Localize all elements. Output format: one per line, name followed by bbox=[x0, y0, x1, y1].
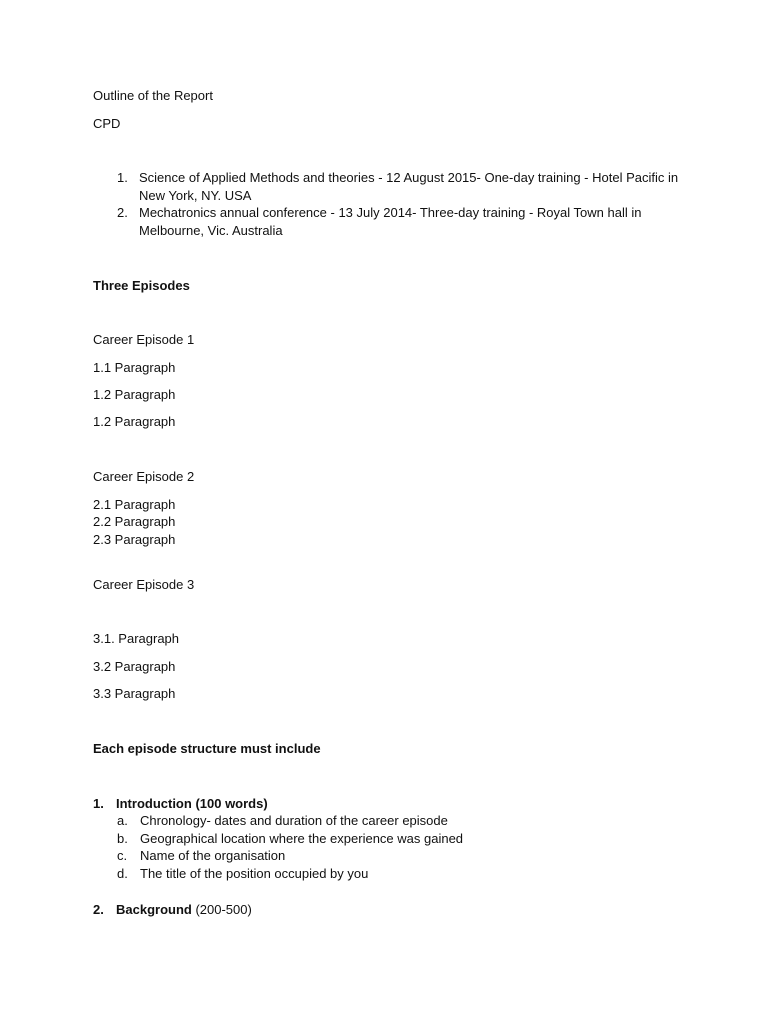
subitem-letter: c. bbox=[117, 848, 128, 863]
paragraph-item: 1.1 Paragraph bbox=[93, 360, 176, 375]
report-heading: Outline of the Report bbox=[93, 88, 213, 103]
cpd-label: CPD bbox=[93, 116, 121, 131]
structure-item-suffix: (200-500) bbox=[191, 902, 252, 917]
structure-item-label: Introduction bbox=[116, 796, 192, 811]
list-number: 1. bbox=[117, 170, 128, 185]
list-text: Science of Applied Methods and theories - 12 August 2015- One-day training - Hotel Pacific in New York, NY. USA bbox=[139, 170, 679, 203]
subitem-text: Geographical location where the experience was gained bbox=[140, 831, 464, 846]
paragraph-item: 1.2 Paragraph bbox=[93, 387, 176, 402]
paragraph-item: 1.2 Paragraph bbox=[93, 414, 176, 429]
paragraph-item: 3.2 Paragraph bbox=[93, 659, 176, 674]
subitem-text: Name of the organisation bbox=[140, 848, 286, 863]
episode-title: Career Episode 2 bbox=[93, 469, 195, 484]
episode-title: Career Episode 1 bbox=[93, 332, 195, 347]
episode-title: Career Episode 3 bbox=[93, 577, 195, 592]
structure-heading: Each episode structure must include bbox=[93, 741, 321, 756]
list-text: Mechatronics annual conference - 13 July 2014- Three-day training - Royal Town hall in Melbourne, Vic. Australia bbox=[139, 205, 642, 238]
paragraph-item: 2.3 Paragraph bbox=[93, 532, 176, 547]
list-number: 1. bbox=[93, 796, 104, 811]
subitem-text: Chronology- dates and duration of the career episode bbox=[140, 813, 448, 828]
paragraph-item: 2.2 Paragraph bbox=[93, 514, 176, 529]
subitem-text: The title of the position occupied by you bbox=[140, 866, 369, 881]
subitem-letter: d. bbox=[117, 866, 128, 881]
structure-item-suffix: (100 words) bbox=[191, 796, 268, 811]
subitem-letter: b. bbox=[117, 831, 128, 846]
subitem-letter: a. bbox=[117, 813, 128, 828]
list-number: 2. bbox=[93, 902, 104, 917]
structure-item-label: Background bbox=[116, 902, 192, 917]
paragraph-item: 2.1 Paragraph bbox=[93, 497, 176, 512]
three-episodes-heading: Three Episodes bbox=[93, 278, 190, 293]
paragraph-item: 3.3 Paragraph bbox=[93, 686, 176, 701]
paragraph-item: 3.1. Paragraph bbox=[93, 631, 180, 646]
structure-item-text bbox=[116, 795, 268, 813]
list-number: 2. bbox=[117, 205, 128, 220]
structure-item-text bbox=[116, 901, 252, 919]
